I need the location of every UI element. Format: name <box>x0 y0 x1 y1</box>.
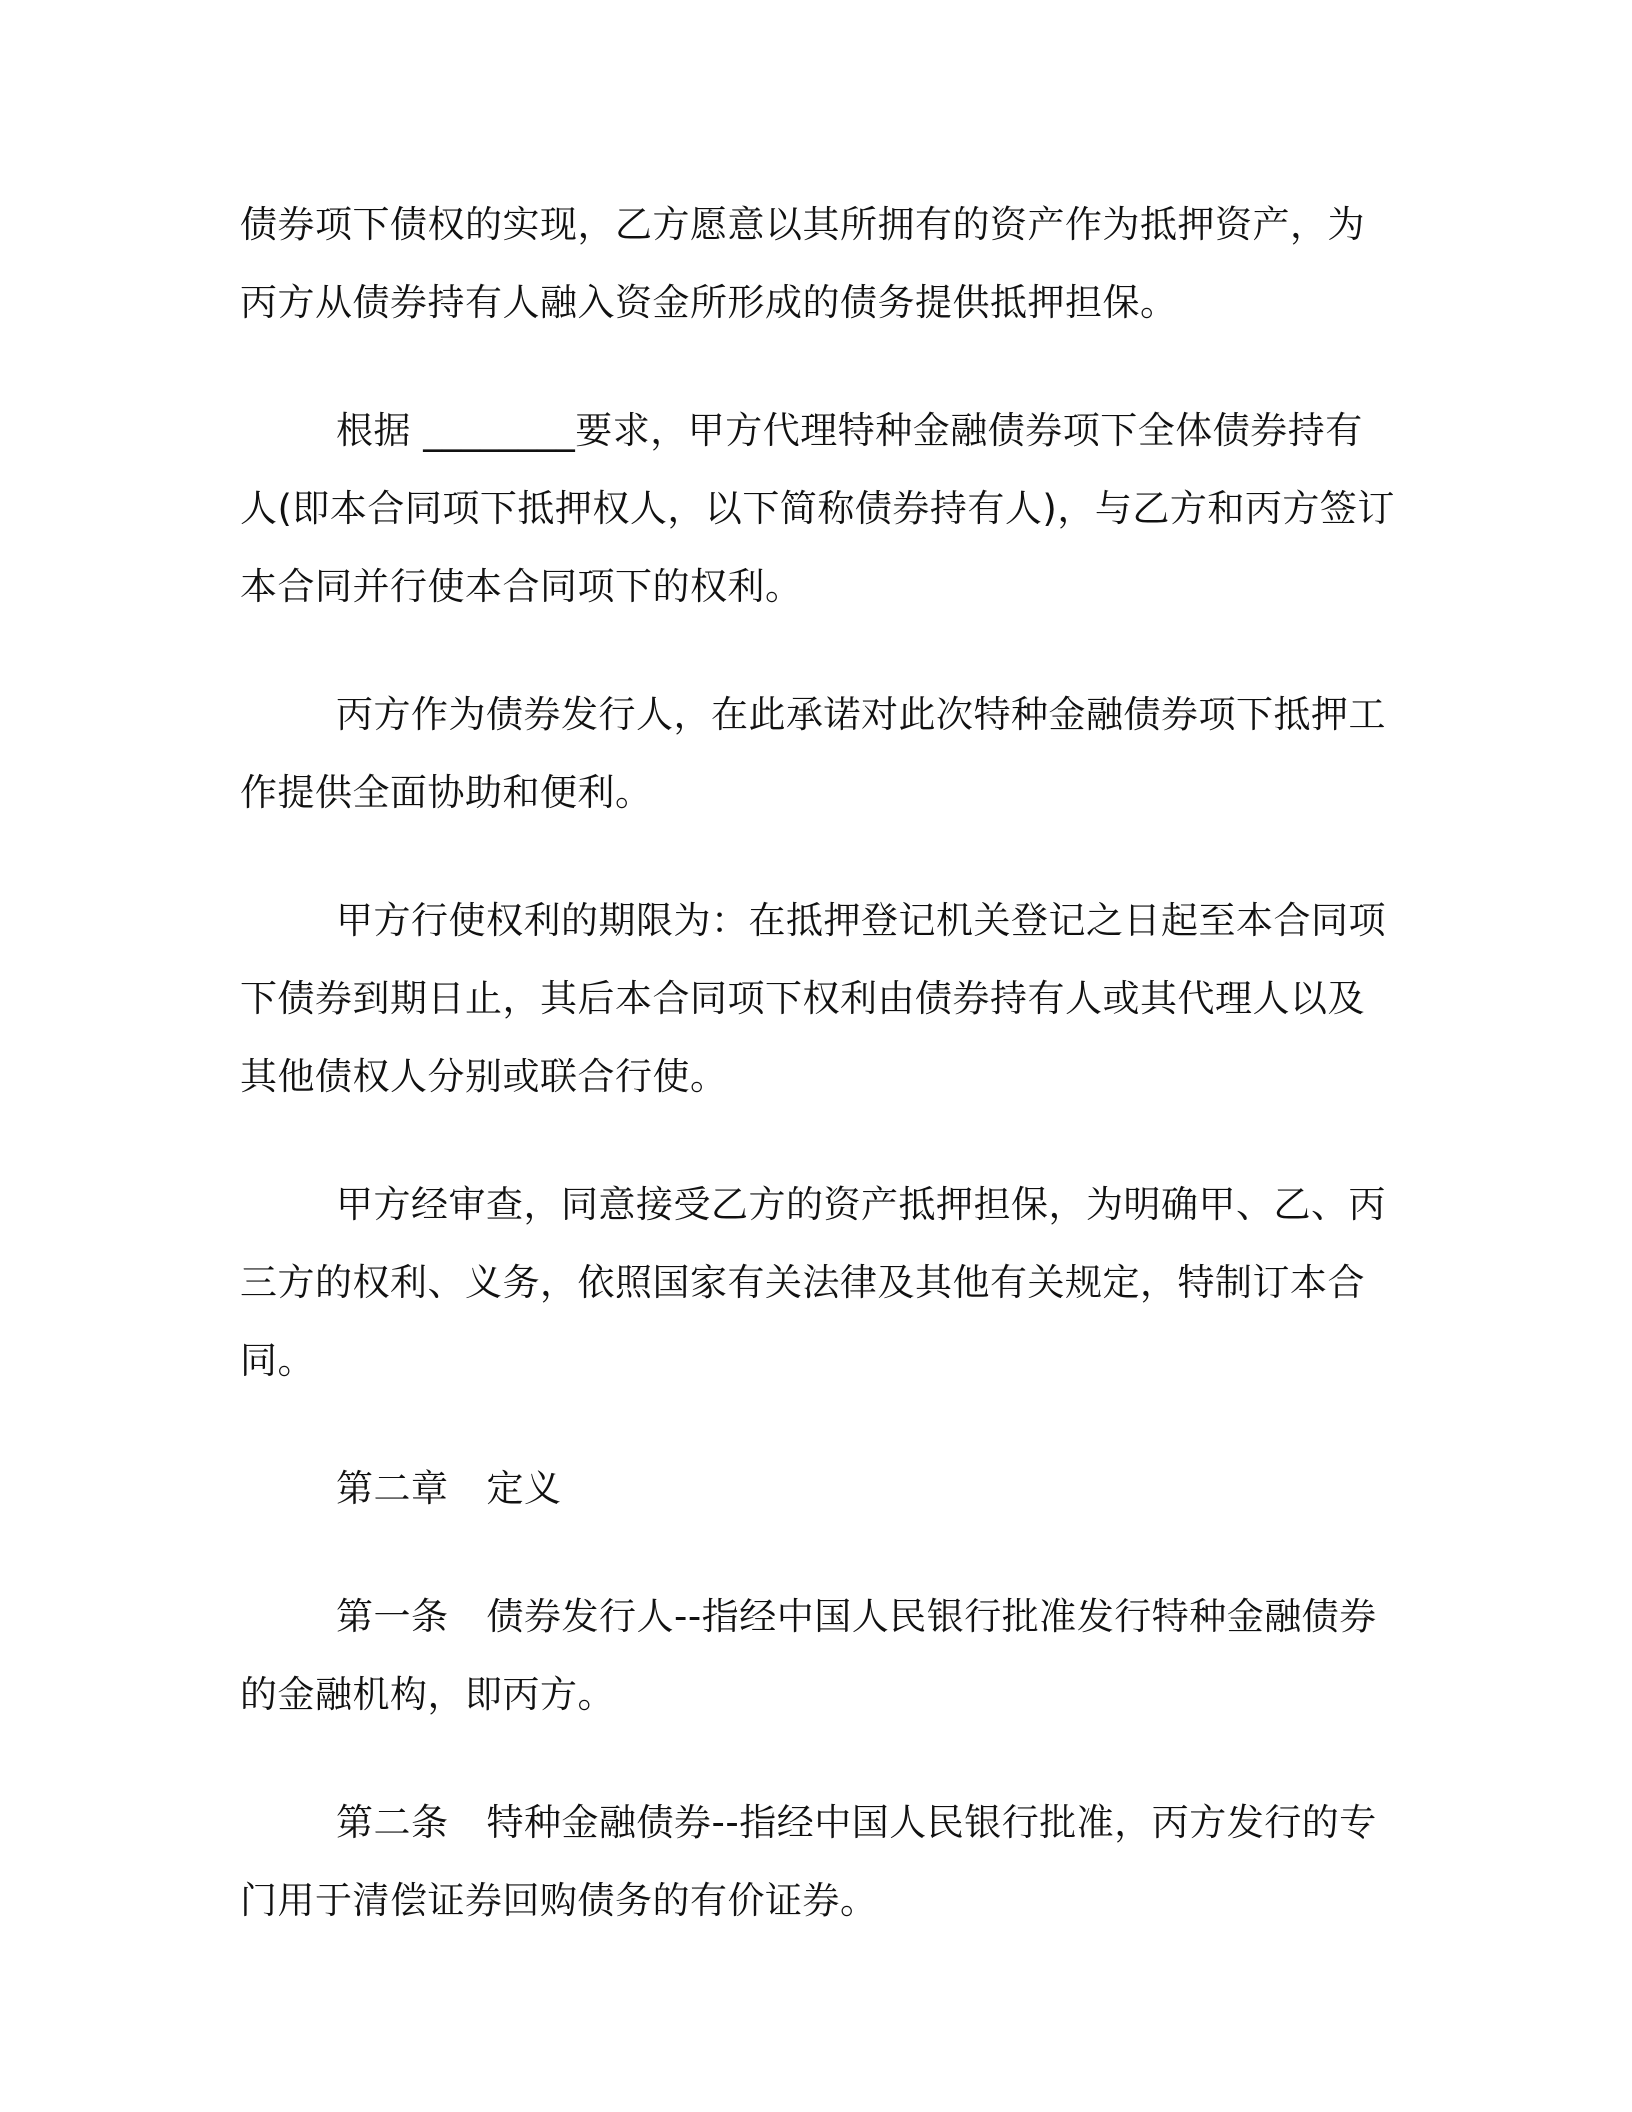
paragraph-line: 甲方经审查，同意接受乙方的资产抵押担保，为明确甲、乙、丙 <box>336 1183 1386 1226</box>
paragraph-issuer-commitment <box>240 676 1388 832</box>
paragraph-agency <box>240 392 1395 626</box>
article-number: 第一条 <box>336 1595 449 1638</box>
paragraph-line: 的金融机构，即丙方。 <box>240 1673 615 1716</box>
chapter-number: 第二章 <box>336 1467 449 1510</box>
paragraph-agreement-basis <box>240 1166 1388 1400</box>
chapter-heading <box>240 1450 1388 1528</box>
paragraph-line: 本合同并行使本合同项下的权利。 <box>240 565 803 608</box>
article-text: 债券发行人--指经中国人民银行批准发行特种金融债券 <box>486 1595 1377 1638</box>
paragraph-line: 丙方从债券持有人融入资金所形成的债务提供抵押担保。 <box>240 281 1178 324</box>
document-body <box>240 186 1395 1990</box>
article-number: 第二条 <box>336 1801 449 1844</box>
paragraph-line: 甲方行使权利的期限为：在抵押登记机关登记之日起至本合同项 <box>336 899 1386 942</box>
paragraph-line: 其他债权人分别或联合行使。 <box>240 1055 728 1098</box>
article-2 <box>240 1784 1388 1940</box>
paragraph-line: 丙方作为债券发行人，在此承诺对此次特种金融债券项下抵押工 <box>336 693 1386 736</box>
paragraph-line: 同。 <box>240 1339 315 1382</box>
paragraph-rights-term <box>240 882 1388 1116</box>
paragraph-line: 三方的权利、义务，依照国家有关法律及其他有关规定，特制订本合 <box>240 1261 1365 1304</box>
paragraph-line: 人(即本合同项下抵押权人，以下简称债券持有人)，与乙方和丙方签订 <box>240 487 1395 530</box>
article-1 <box>240 1578 1388 1734</box>
paragraph-line: 根据 ________要求，甲方代理特种金融债券项下全体债券持有 <box>336 409 1363 452</box>
chapter-title: 定义 <box>486 1467 562 1510</box>
article-first-line <box>240 1578 1388 1656</box>
paragraph-mortgage-purpose <box>240 186 1388 342</box>
paragraph-line: 债券项下债权的实现，乙方愿意以其所拥有的资产作为抵押资产，为 <box>240 203 1365 246</box>
paragraph-line: 下债券到期日止，其后本合同项下权利由债券持有人或其代理人以及 <box>240 977 1365 1020</box>
article-text: 特种金融债券--指经中国人民银行批准，丙方发行的专 <box>486 1801 1377 1844</box>
paragraph-line: 门用于清偿证券回购债务的有价证券。 <box>240 1879 878 1922</box>
paragraph-line: 作提供全面协助和便利。 <box>240 771 653 814</box>
article-first-line <box>240 1784 1388 1862</box>
